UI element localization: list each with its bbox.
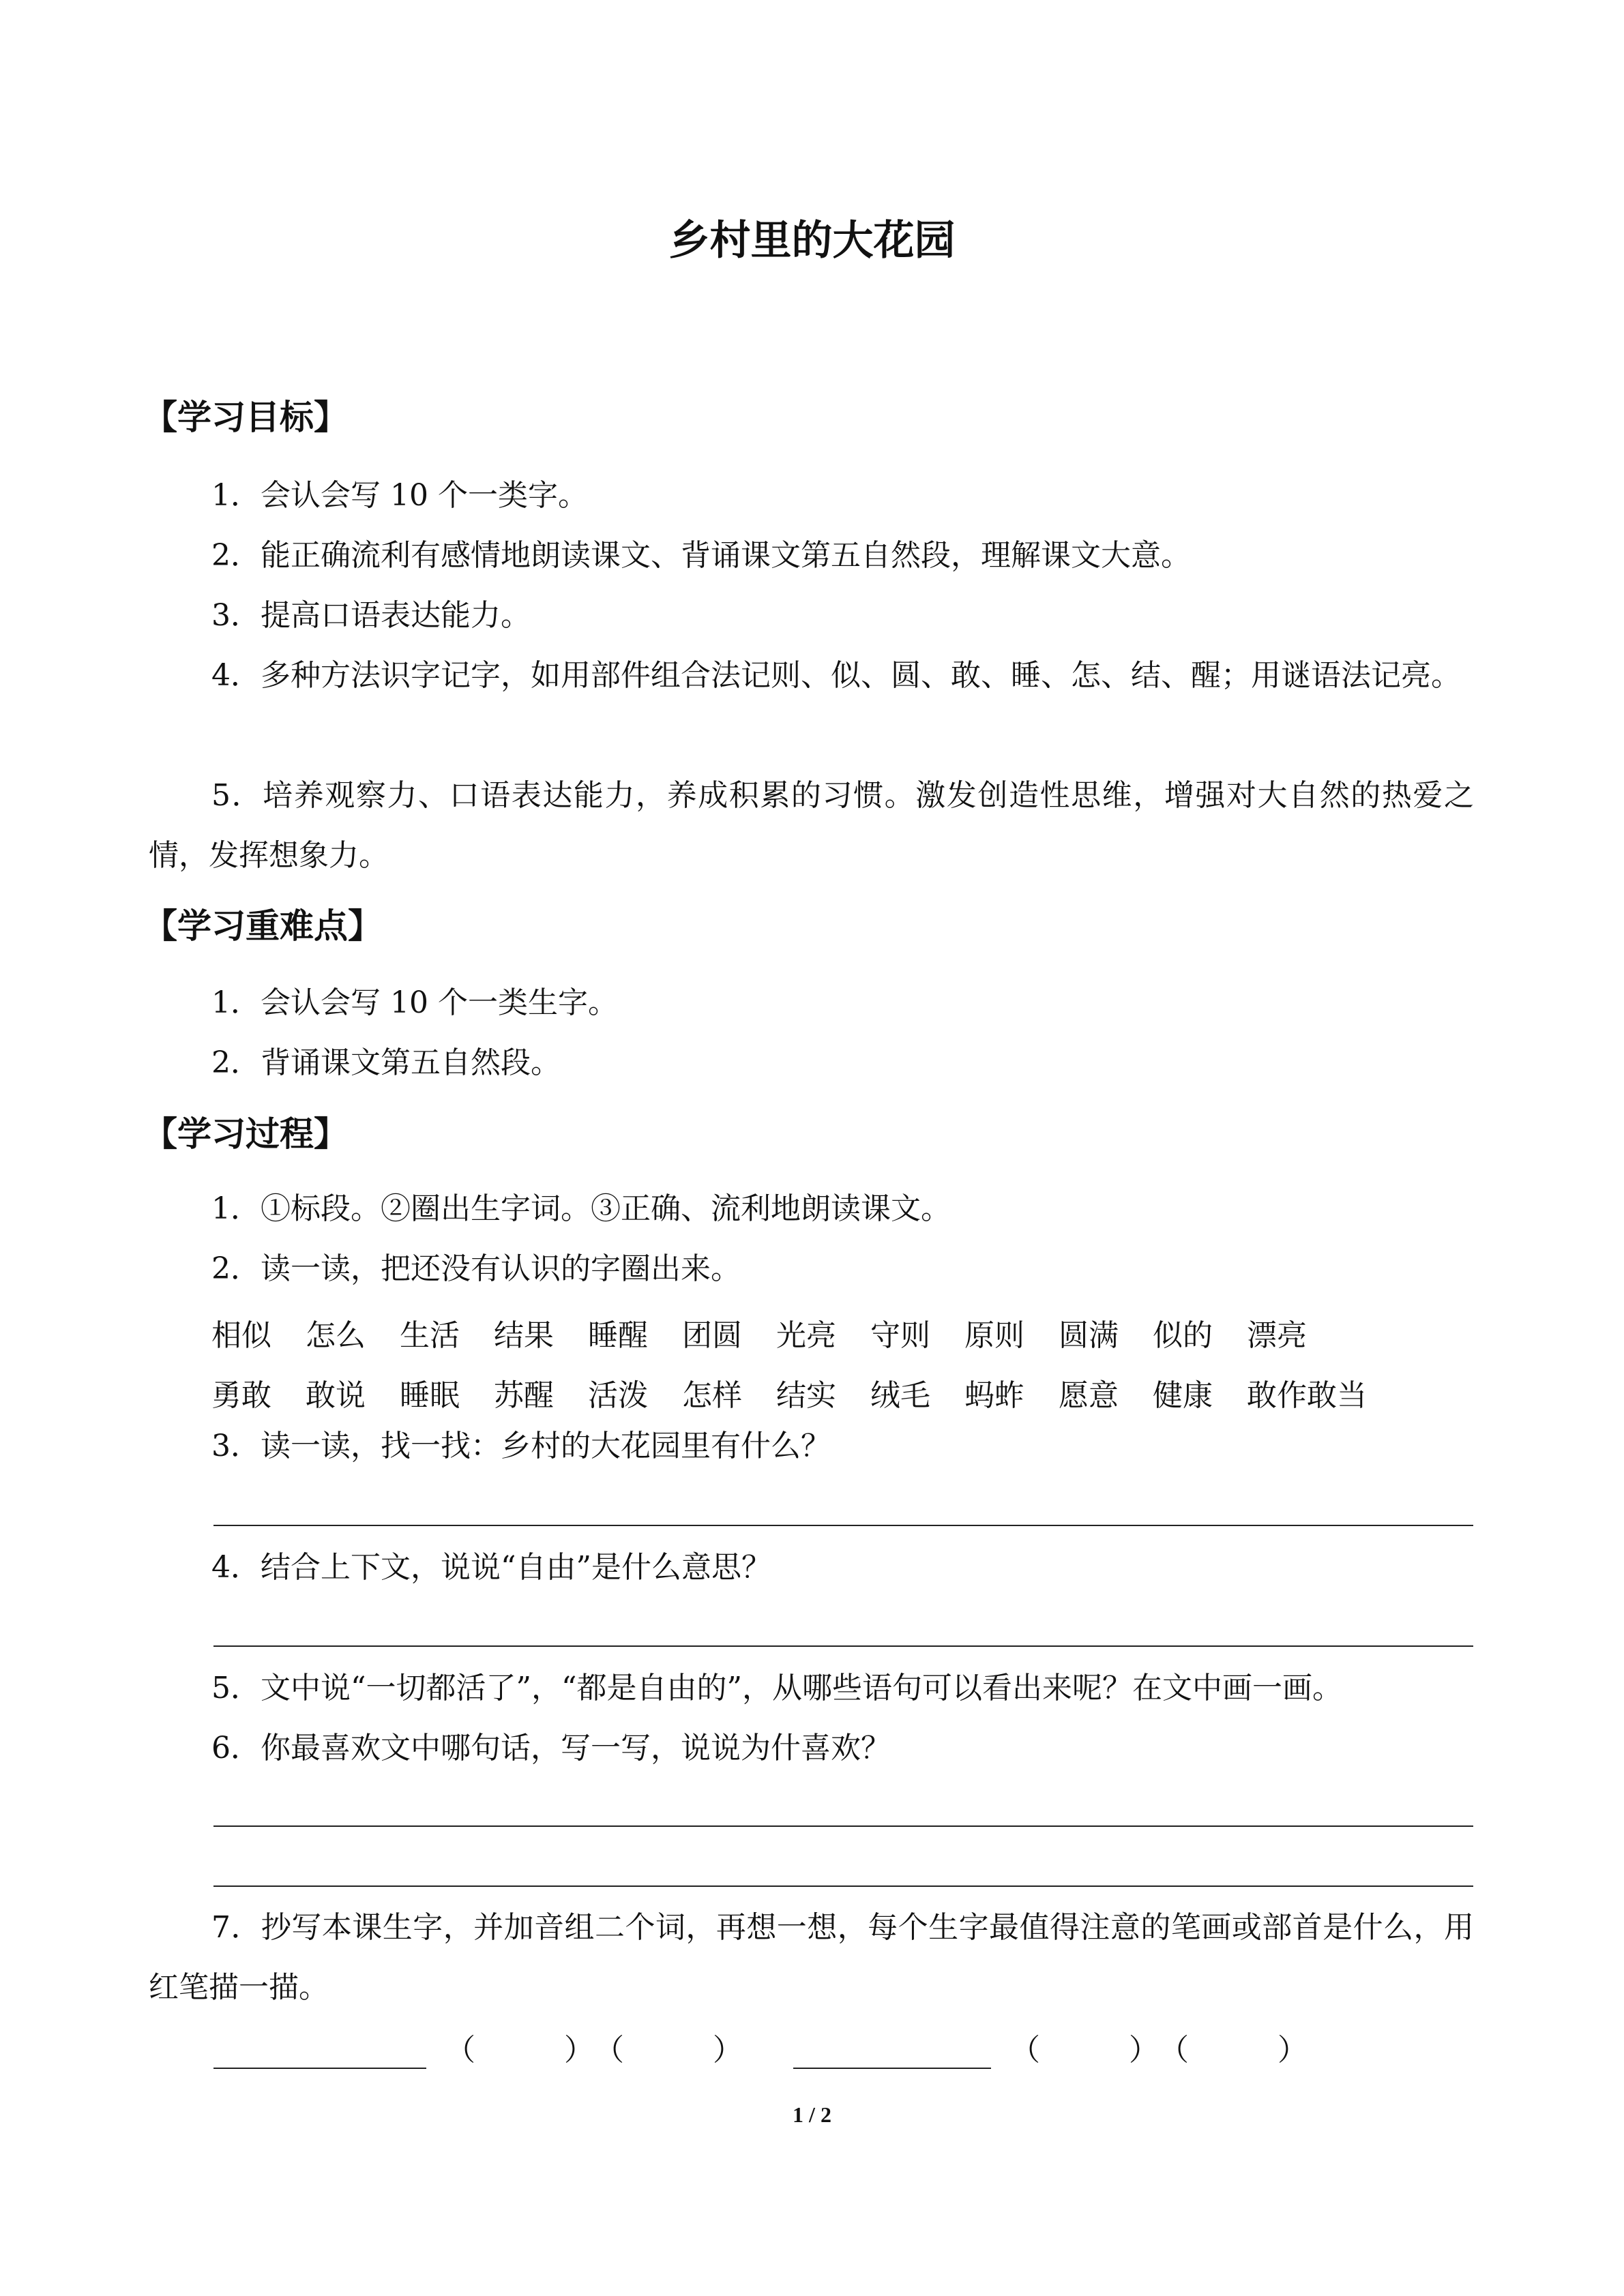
paren-close: ）: [564, 2033, 594, 2068]
word: 漂亮: [1247, 1318, 1307, 1353]
word: 睡醒: [588, 1318, 648, 1353]
word: 苏醒: [494, 1378, 554, 1413]
page-number: 1 / 2: [793, 2102, 831, 2127]
word: 守则: [870, 1318, 930, 1353]
question-5: 5．文中说“一切都活了”，“都是自由的”，从哪些语句可以看出来呢？在文中画一画。: [211, 1671, 1342, 1705]
word: 怎样: [682, 1378, 742, 1413]
word: 怎么: [306, 1318, 366, 1353]
question-4: 4．结合上下文，说说“自由”是什么意思？: [211, 1550, 771, 1585]
section-heading-key-points: 【学习重难点】: [143, 906, 382, 946]
word: 活泼: [588, 1378, 648, 1413]
paren-open: （: [594, 2033, 624, 2068]
goal-item-5: 5．培养观察力、口语表达能力，养成积累的习惯。激发创造性思维，增强对大自然的热爱之情，发挥想象力。: [149, 778, 1474, 873]
section-heading-process: 【学习过程】: [143, 1114, 348, 1154]
character-blank[interactable]: [213, 2038, 426, 2069]
answer-line-6b[interactable]: [213, 1885, 1473, 1887]
paren-close: ）: [713, 2033, 743, 2068]
word: 光亮: [776, 1318, 836, 1353]
answer-line-6a[interactable]: [213, 1825, 1473, 1827]
answer-line-4[interactable]: [213, 1645, 1473, 1647]
word: 睡眠: [400, 1378, 460, 1413]
copy-blank-row: [213, 2025, 1308, 2069]
goal-item-3: 3．提高口语表达能力。: [211, 598, 531, 633]
word: 健康: [1153, 1378, 1213, 1413]
paren-open: （: [1010, 2033, 1040, 2068]
word: 结果: [494, 1318, 554, 1353]
key-point-item-2: 2．背诵课文第五自然段。: [211, 1045, 561, 1080]
word: 勇敢: [211, 1378, 271, 1413]
paren-close: ）: [1129, 2033, 1159, 2068]
goal-item-2: 2．能正确流利有感情地朗读课文、背诵课文第五自然段，理解课文大意。: [211, 538, 1191, 573]
word: 生活: [400, 1318, 460, 1353]
word: 团圆: [682, 1318, 742, 1353]
word-row-2: [211, 1371, 1401, 1414]
question-3: 3．读一读，找一找：乡村的大花园里有什么？: [211, 1429, 831, 1463]
character-blank[interactable]: [793, 2038, 991, 2069]
word: 敢说: [306, 1378, 366, 1413]
word: 相似: [211, 1318, 271, 1353]
paren-open: （: [445, 2033, 475, 2068]
word: 原则: [964, 1318, 1024, 1353]
question-2: 2．读一读，把还没有认识的字圈出来。: [211, 1251, 741, 1286]
question-7: 7．抄写本课生字，并加音组二个词，再想一想，每个生字最值得注意的笔画或部首是什么，用红笔描一描。: [149, 1910, 1474, 2005]
paren-close: ）: [1278, 2033, 1308, 2068]
goal-item-1: 1．会认会写 10 个一类字。: [211, 478, 588, 513]
question-6: 6．你最喜欢文中哪句话，写一写，说说为什喜欢？: [211, 1731, 891, 1765]
word: 结实: [776, 1378, 836, 1413]
word: 敢作敢当: [1247, 1378, 1367, 1413]
page-title: 乡村里的大花园: [668, 217, 956, 265]
word: 蚂蚱: [964, 1378, 1024, 1413]
word-row-1: [211, 1311, 1341, 1354]
word: 似的: [1153, 1318, 1213, 1353]
answer-line-3[interactable]: [213, 1525, 1473, 1526]
goal-item-4: 4．多种方法识字记字，如用部件组合法记则、似、圆、敢、睡、怎、结、醒；用谜语法记亮。: [211, 658, 1461, 693]
word: 圆满: [1059, 1318, 1119, 1353]
word: 愿意: [1059, 1378, 1119, 1413]
paren-open: （: [1159, 2033, 1189, 2068]
key-point-item-1: 1．会认会写 10 个一类生字。: [211, 985, 618, 1020]
section-heading-goals: 【学习目标】: [143, 397, 348, 437]
word: 绒毛: [870, 1378, 930, 1413]
question-1: 1．①标段。②圈出生字词。③正确、流利地朗读课文。: [211, 1191, 951, 1226]
